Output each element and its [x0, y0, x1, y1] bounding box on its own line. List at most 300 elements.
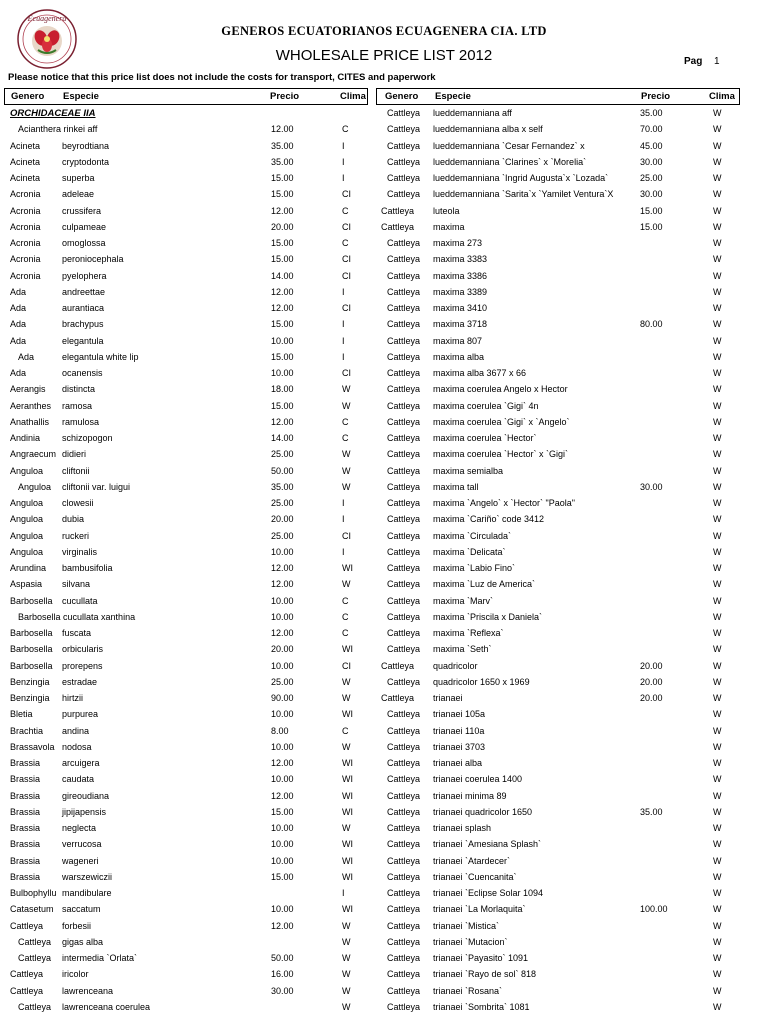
- genero-cell: Ada: [10, 303, 27, 313]
- right-rows: [376, 105, 740, 1015]
- precio-cell: 20.00: [640, 660, 663, 671]
- table-row: [376, 593, 740, 609]
- genero-cell: Acronia: [10, 205, 41, 216]
- especie-cell: iricolor: [62, 969, 89, 980]
- clima-cell: I: [342, 319, 345, 330]
- especie-cell: cryptodonta: [62, 156, 110, 167]
- genero-cell: Ada: [18, 351, 35, 362]
- header-clima: Clima: [340, 91, 366, 102]
- table-row: [376, 869, 740, 885]
- table-row: [4, 885, 368, 901]
- especie-cell: beyrodtiana: [62, 140, 110, 151]
- table-row: [4, 284, 368, 300]
- table-row: [376, 333, 740, 349]
- clima-cell: I: [342, 140, 345, 151]
- genero-cell: Cattleya: [387, 920, 421, 931]
- genero-cell: Cattleya: [387, 741, 421, 752]
- clima-cell: W: [713, 806, 722, 817]
- genero-cell: Cattleya: [10, 969, 44, 980]
- especie-cell: cliftonii var. luigui: [62, 481, 131, 492]
- especie-cell: lueddemanniana `Cesar Fernandez` x: [433, 140, 585, 151]
- especie-cell: wageneri: [62, 855, 99, 866]
- table-row: [376, 576, 740, 592]
- especie-cell: maxima `Luz de America`: [433, 579, 536, 590]
- especie-cell: trianaei quadricolor 1650: [433, 806, 533, 817]
- especie-cell: prorepens: [62, 660, 103, 671]
- especie-cell: lueddemanniana `Clarines` x `Morelia`: [433, 156, 587, 167]
- left-rows: [4, 105, 368, 1015]
- genero-cell: Acronia: [10, 189, 41, 200]
- genero-cell: Cattleya: [387, 514, 421, 525]
- precio-cell: 14.00: [271, 433, 294, 443]
- clima-cell: W: [713, 481, 722, 492]
- clima-cell: I: [342, 351, 345, 362]
- genero-cell: Cattleya: [387, 579, 421, 590]
- table-row: [4, 853, 368, 869]
- clima-cell: C: [342, 205, 349, 216]
- precio-cell: 12.00: [271, 286, 294, 297]
- precio-cell: 20.00: [271, 514, 294, 525]
- especie-cell: maxima coerulea `Hector`: [433, 433, 537, 443]
- table-row: [376, 235, 740, 251]
- precio-cell: 20.00: [271, 644, 294, 655]
- table-row: [4, 674, 368, 690]
- table-row: [4, 414, 368, 430]
- clima-cell: W: [713, 433, 722, 443]
- table-row: [376, 186, 740, 202]
- especie-cell: lueddemanniana `Sarita`x `Yamilet Ventura`X: [433, 189, 614, 200]
- precio-cell: 10.00: [271, 855, 294, 866]
- clima-cell: CI: [342, 660, 351, 671]
- genero-cell: Cattleya: [387, 953, 421, 963]
- especie-cell: forbesii: [62, 920, 92, 931]
- genero-cell: Acianthera rinkei aff: [18, 124, 98, 135]
- clima-cell: W: [342, 741, 351, 752]
- clima-cell: I: [342, 173, 345, 183]
- table-row: [376, 625, 740, 641]
- precio-cell: 20.00: [271, 221, 294, 232]
- table-row: [376, 755, 740, 771]
- precio-cell: 30.00: [640, 156, 663, 167]
- table-row: [4, 186, 368, 202]
- table-row: [376, 284, 740, 300]
- especie-cell: gigas alba: [62, 936, 104, 947]
- clima-cell: WI: [342, 774, 353, 785]
- especie-cell: maxima `Angelo` x `Hector` "Paola": [433, 498, 575, 508]
- especie-cell: verrucosa: [62, 839, 102, 850]
- genero-cell: Cattleya: [387, 140, 421, 151]
- table-row: [4, 918, 368, 934]
- clima-cell: I: [342, 514, 345, 525]
- table-row: [376, 658, 740, 674]
- precio-cell: 8.00: [271, 725, 289, 736]
- table-row: [376, 934, 740, 950]
- clima-cell: WI: [342, 758, 353, 768]
- table-row: [4, 170, 368, 186]
- especie-cell: nodosa: [62, 741, 92, 752]
- genero-cell: Cattleya: [387, 238, 421, 248]
- genero-cell: Cattleya: [387, 465, 421, 476]
- clima-cell: W: [713, 839, 722, 850]
- table-row: [4, 641, 368, 657]
- table-row: [4, 479, 368, 495]
- genero-cell: Brassavola: [10, 741, 55, 752]
- precio-cell: 30.00: [271, 985, 294, 996]
- table-row: [376, 723, 740, 739]
- precio-cell: 15.00: [271, 189, 294, 200]
- table-row: [4, 105, 368, 121]
- especie-cell: elegantula: [62, 335, 104, 346]
- clima-cell: W: [713, 953, 722, 963]
- genero-cell: Cattleya: [387, 985, 421, 996]
- table-row: [376, 398, 740, 414]
- clima-cell: CI: [342, 254, 351, 265]
- especie-cell: crussifera: [62, 205, 102, 216]
- genero-cell: Cattleya: [387, 286, 421, 297]
- table-row: [4, 349, 368, 365]
- genero-cell: Cattleya: [387, 156, 421, 167]
- genero-cell: Cattleya: [387, 806, 421, 817]
- table-row: [376, 853, 740, 869]
- genero-cell: Barbosella: [10, 644, 53, 655]
- precio-cell: 12.00: [271, 579, 294, 590]
- genero-cell: Cattleya: [387, 351, 421, 362]
- table-row: [376, 560, 740, 576]
- especie-cell: caudata: [62, 774, 95, 785]
- genero-cell: Angraecum: [10, 449, 57, 460]
- especie-cell: schizopogon: [62, 433, 113, 443]
- especie-cell: dubia: [62, 514, 85, 525]
- clima-cell: W: [713, 400, 722, 411]
- table-row: [4, 463, 368, 479]
- precio-cell: 12.00: [271, 790, 294, 801]
- header-precio: Precio: [641, 91, 671, 102]
- especie-cell: bambusifolia: [62, 563, 113, 573]
- especie-cell: maxima: [433, 221, 465, 232]
- table-row: [4, 446, 368, 462]
- table-row: [4, 901, 368, 917]
- especie-cell: maxima tall: [433, 481, 479, 492]
- table-row: [4, 950, 368, 966]
- genero-cell: Cattleya: [387, 449, 421, 460]
- precio-cell: 80.00: [640, 319, 663, 330]
- genero-cell: Acronia: [10, 238, 41, 248]
- table-row: [4, 121, 368, 137]
- precio-cell: 10.00: [271, 774, 294, 785]
- especie-cell: maxima `Priscila x Daniela`: [433, 611, 543, 622]
- clima-cell: W: [713, 985, 722, 996]
- table-header: [376, 88, 740, 105]
- table-row: [376, 788, 740, 804]
- precio-cell: 25.00: [271, 676, 294, 687]
- clima-cell: W: [713, 498, 722, 508]
- clima-cell: W: [342, 953, 351, 963]
- precio-cell: 18.00: [271, 384, 294, 395]
- table-row: [376, 950, 740, 966]
- clima-cell: W: [342, 823, 351, 833]
- table-row: [376, 268, 740, 284]
- especie-cell: warszewiczii: [62, 871, 113, 882]
- clima-cell: CI: [342, 189, 351, 200]
- table-row: [4, 528, 368, 544]
- genero-cell: Brachtia: [10, 725, 44, 736]
- especie-cell: cucullata: [62, 595, 98, 606]
- genero-cell: Cattleya: [387, 270, 421, 281]
- table-row: [4, 560, 368, 576]
- precio-cell: 30.00: [640, 189, 663, 200]
- clima-cell: WI: [342, 855, 353, 866]
- genero-cell: Acronia: [10, 270, 41, 281]
- table-row: [4, 430, 368, 446]
- page-number: 1: [714, 56, 720, 67]
- clima-cell: W: [713, 108, 722, 118]
- genero-cell: Cattleya: [387, 303, 421, 313]
- genero-cell: Cattleya: [387, 498, 421, 508]
- especie-cell: trianaei `Mutacion`: [433, 936, 508, 947]
- table-row: [376, 495, 740, 511]
- clima-cell: C: [342, 725, 349, 736]
- right-price-table: [376, 88, 740, 1015]
- especie-cell: maxima coerulea Angelo x Hector: [433, 384, 568, 395]
- genero-cell: Catasetum: [10, 904, 54, 915]
- table-row: [376, 901, 740, 917]
- table-row: [376, 983, 740, 999]
- table-row: [376, 105, 740, 121]
- genero-cell: Cattleya: [387, 823, 421, 833]
- genero-cell: Cattleya: [387, 319, 421, 330]
- clima-cell: W: [342, 384, 351, 395]
- precio-cell: 25.00: [271, 449, 294, 460]
- clima-cell: W: [713, 140, 722, 151]
- clima-cell: W: [342, 985, 351, 996]
- clima-cell: I: [342, 498, 345, 508]
- precio-cell: 14.00: [271, 270, 294, 281]
- precio-cell: 15.00: [271, 806, 294, 817]
- genero-cell: Ada: [10, 368, 27, 378]
- genero-cell: Acronia: [10, 254, 41, 265]
- clima-cell: W: [713, 774, 722, 785]
- genero-cell: Cattleya: [387, 1001, 421, 1012]
- especie-cell: maxima `Reflexa`: [433, 628, 504, 638]
- genero-cell: Cattleya: [10, 985, 44, 996]
- especie-cell: maxima 3386: [433, 270, 488, 281]
- precio-cell: 10.00: [271, 741, 294, 752]
- precio-cell: 10.00: [271, 611, 294, 622]
- table-row: [376, 674, 740, 690]
- precio-cell: 12.00: [271, 758, 294, 768]
- genero-cell: Anguloa: [10, 514, 44, 525]
- genero-cell: Aspasia: [10, 579, 43, 590]
- genero-cell: Cattleya: [387, 644, 421, 655]
- especie-cell: trianaei `La Morlaquita`: [433, 904, 526, 915]
- clima-cell: W: [713, 384, 722, 395]
- clima-cell: CI: [342, 221, 351, 232]
- header-clima: Clima: [709, 91, 735, 102]
- company-name: GENEROS ECUATORIANOS ECUAGENERA CIA. LTD: [221, 24, 547, 38]
- precio-cell: 35.00: [640, 108, 663, 118]
- clima-cell: C: [342, 124, 349, 135]
- table-row: [376, 463, 740, 479]
- genero-cell: Brassia: [10, 839, 41, 850]
- table-row: [376, 138, 740, 154]
- especie-cell: luteola: [433, 205, 460, 216]
- table-row: [4, 820, 368, 836]
- clima-cell: W: [713, 156, 722, 167]
- clima-cell: I: [342, 156, 345, 167]
- especie-cell: trianaei splash: [433, 823, 492, 833]
- clima-cell: CI: [342, 368, 351, 378]
- precio-cell: 15.00: [271, 871, 294, 882]
- table-row: [4, 966, 368, 982]
- genero-cell: Cattleya: [387, 904, 421, 915]
- precio-cell: 15.00: [271, 351, 294, 362]
- genero-cell: Cattleya: [387, 969, 421, 980]
- genero-cell: Brassia: [10, 823, 41, 833]
- genero-cell: Andinia: [10, 433, 41, 443]
- precio-cell: 10.00: [271, 904, 294, 915]
- table-header: [4, 88, 368, 105]
- table-row: [4, 576, 368, 592]
- clima-cell: W: [342, 449, 351, 460]
- genero-cell: Bulbophyllu: [10, 888, 57, 898]
- especie-cell: peroniocephala: [62, 254, 124, 265]
- especie-cell: distincta: [62, 384, 96, 395]
- clima-cell: W: [713, 319, 722, 330]
- genero-cell: Cattleya: [381, 660, 415, 671]
- genero-cell: Cattleya: [387, 725, 421, 736]
- clima-cell: W: [713, 936, 722, 947]
- genero-cell: Cattleya: [387, 384, 421, 395]
- table-row: [4, 999, 368, 1015]
- especie-cell: mandibulare: [62, 888, 112, 898]
- table-row: [376, 365, 740, 381]
- clima-cell: WI: [342, 806, 353, 817]
- left-price-table: [4, 88, 368, 1015]
- clima-cell: W: [713, 221, 722, 232]
- genero-cell: Cattleya: [18, 1001, 52, 1012]
- especie-cell: trianaei 3703: [433, 741, 486, 752]
- especie-cell: trianaei 105a: [433, 709, 486, 720]
- clima-cell: W: [713, 579, 722, 590]
- precio-cell: 20.00: [640, 676, 663, 687]
- clima-cell: WI: [342, 563, 353, 573]
- especie-cell: intermedia `Orlata`: [62, 953, 138, 963]
- precio-cell: 12.00: [271, 563, 294, 573]
- especie-cell: quadricolor: [433, 660, 478, 671]
- genero-cell: Anathallis: [10, 416, 50, 427]
- genero-cell: Ada: [10, 319, 27, 330]
- table-row: [376, 349, 740, 365]
- genero-cell: Brassia: [10, 790, 41, 801]
- table-row: [376, 771, 740, 787]
- clima-cell: W: [342, 465, 351, 476]
- especie-cell: cliftonii: [62, 465, 90, 476]
- especie-cell: didieri: [62, 449, 87, 460]
- clima-cell: W: [713, 725, 722, 736]
- clima-cell: WI: [342, 871, 353, 882]
- table-row: [376, 544, 740, 560]
- especie-cell: clowesii: [62, 498, 94, 508]
- table-row: [4, 755, 368, 771]
- table-row: [376, 121, 740, 137]
- table-row: [4, 154, 368, 170]
- genero-cell: Aeranthes: [10, 400, 52, 411]
- table-row: [376, 690, 740, 706]
- table-row: [4, 934, 368, 950]
- genero-cell: Cattleya: [387, 855, 421, 866]
- genero-cell: Cattleya: [387, 124, 421, 135]
- especie-cell: andreettae: [62, 286, 106, 297]
- clima-cell: W: [713, 871, 722, 882]
- genero-cell: Acineta: [10, 173, 41, 183]
- header-precio: Precio: [270, 91, 300, 102]
- table-row: [376, 739, 740, 755]
- table-row: [4, 658, 368, 674]
- precio-cell: 25.00: [271, 498, 294, 508]
- clima-cell: W: [713, 124, 722, 135]
- precio-cell: 15.00: [271, 238, 294, 248]
- especie-cell: gireoudiana: [62, 790, 110, 801]
- genero-cell: Ada: [10, 286, 27, 297]
- especie-cell: maxima alba: [433, 351, 485, 362]
- precio-cell: 15.00: [271, 319, 294, 330]
- precio-cell: 10.00: [271, 368, 294, 378]
- precio-cell: 20.00: [640, 693, 663, 703]
- especie-cell: purpurea: [62, 709, 99, 720]
- especie-cell: lawrenceana coerulea: [62, 1001, 151, 1012]
- table-row: [4, 690, 368, 706]
- clima-cell: I: [342, 546, 345, 557]
- clima-cell: C: [342, 238, 349, 248]
- genero-cell: Bletia: [10, 709, 33, 720]
- table-row: [4, 739, 368, 755]
- clima-cell: W: [713, 693, 722, 703]
- clima-cell: W: [713, 790, 722, 801]
- clima-cell: W: [713, 660, 722, 671]
- especie-cell: trianaei `Rosana`: [433, 985, 503, 996]
- clima-cell: W: [713, 530, 722, 541]
- clima-cell: W: [342, 579, 351, 590]
- clima-cell: W: [713, 189, 722, 200]
- especie-cell: trianaei `Cuencanita`: [433, 871, 517, 882]
- especie-cell: trianaei `Rayo de sol` 818: [433, 969, 537, 980]
- especie-cell: maxima `Cariño` code 3412: [433, 514, 545, 525]
- table-row: [376, 203, 740, 219]
- clima-cell: W: [713, 173, 722, 183]
- precio-cell: 12.00: [271, 205, 294, 216]
- especie-cell: maxima `Seth`: [433, 644, 492, 655]
- clima-cell: W: [342, 676, 351, 687]
- section-heading: ORCHIDACEAE IIA: [10, 108, 96, 119]
- especie-cell: hirtzii: [62, 693, 84, 703]
- table-row: [4, 381, 368, 397]
- especie-cell: andina: [62, 725, 90, 736]
- clima-cell: WI: [342, 709, 353, 720]
- clima-cell: W: [713, 335, 722, 346]
- table-row: [376, 430, 740, 446]
- genero-cell: Cattleya: [387, 774, 421, 785]
- especie-cell: maxima `Delicata`: [433, 546, 506, 557]
- page-label: Pag: [684, 56, 703, 67]
- genero-cell: Arundina: [10, 563, 47, 573]
- especie-cell: quadricolor 1650 x 1969: [433, 676, 530, 687]
- clima-cell: W: [713, 741, 722, 752]
- clima-cell: W: [713, 888, 722, 898]
- especie-cell: omoglossa: [62, 238, 106, 248]
- table-row: [376, 219, 740, 235]
- precio-cell: 100.00: [640, 904, 668, 915]
- table-row: [376, 820, 740, 836]
